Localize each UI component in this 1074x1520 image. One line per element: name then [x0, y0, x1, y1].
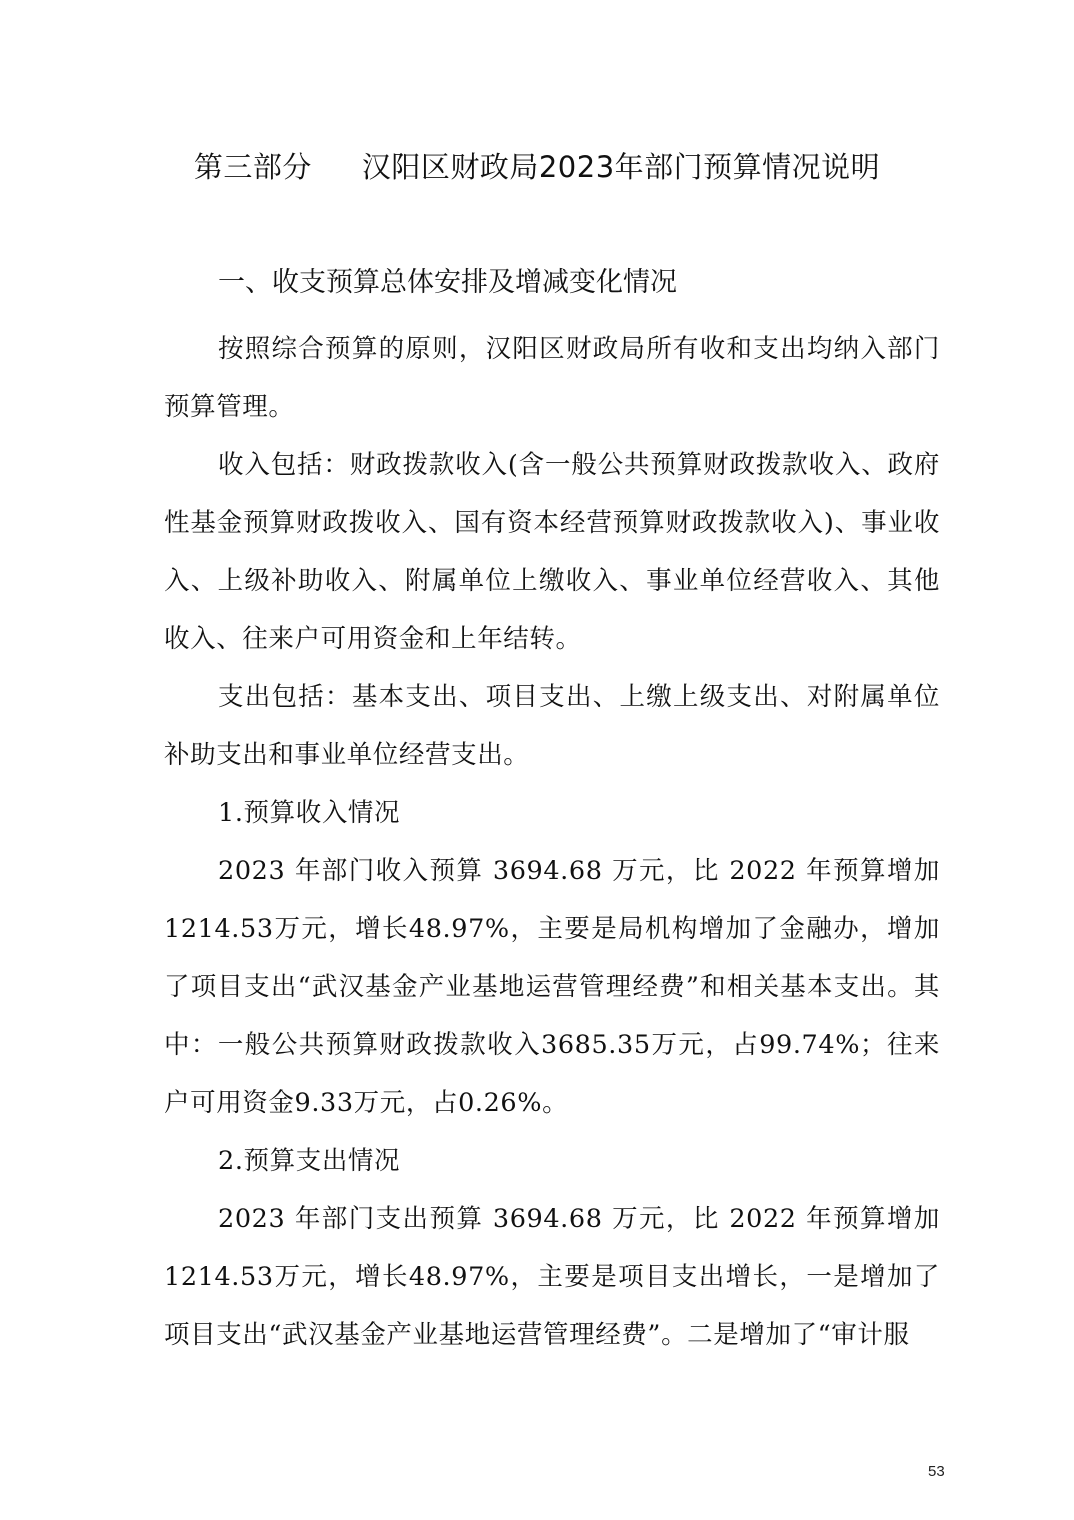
title-part: 第三部分: [193, 150, 312, 184]
paragraph-budget-principle: 按照综合预算的原则，汉阳区财政局所有收和支出均纳入部门预算管理。: [164, 334, 940, 422]
subheading-income: 1.预算收入情况: [218, 798, 401, 828]
subheading-expenditure: 2.预算支出情况: [218, 1146, 401, 1176]
page-title: [0, 145, 1074, 189]
paragraph-expenditure-detail: 2023 年部门支出预算 3694.68 万元，比 2022 年预算增加1214.53万元，增长48.97%，主要是项目支出增长，一是增加了项目支出“武汉基金产业基地运营管理经费”。二是增加了“审计服: [164, 1204, 940, 1350]
paragraph-income-scope: 收入包括：财政拨款收入(含一般公共预算财政拨款收入、政府性基金预算财政拨收入、国有资本经营预算财政拨款收入)、事业收入、上级补助收入、附属单位上缴收入、事业单位经营收入、其他收入、往来户可用资金和上年结转。: [164, 450, 940, 654]
section-heading: 一、收支预算总体安排及增减变化情况: [218, 267, 677, 298]
page-number: 53: [928, 1463, 945, 1480]
paragraph-expenditure-scope: 支出包括：基本支出、项目支出、上缴上级支出、对附属单位补助支出和事业单位经营支出。: [164, 682, 940, 770]
paragraph-income-detail: 2023 年部门收入预算 3694.68 万元，比 2022 年预算增加1214.53万元，增长48.97%，主要是局机构增加了金融办，增加了项目支出“武汉基金产业基地运营管理经费”和相关基本支出。其中：一般公共预算财政拨款收入3685.35万元，占99.74%；往来户可用资金9.33万元，占0.26%。: [164, 856, 940, 1118]
title-name: 汉阳区财政局2023年部门预算情况说明: [361, 150, 881, 184]
